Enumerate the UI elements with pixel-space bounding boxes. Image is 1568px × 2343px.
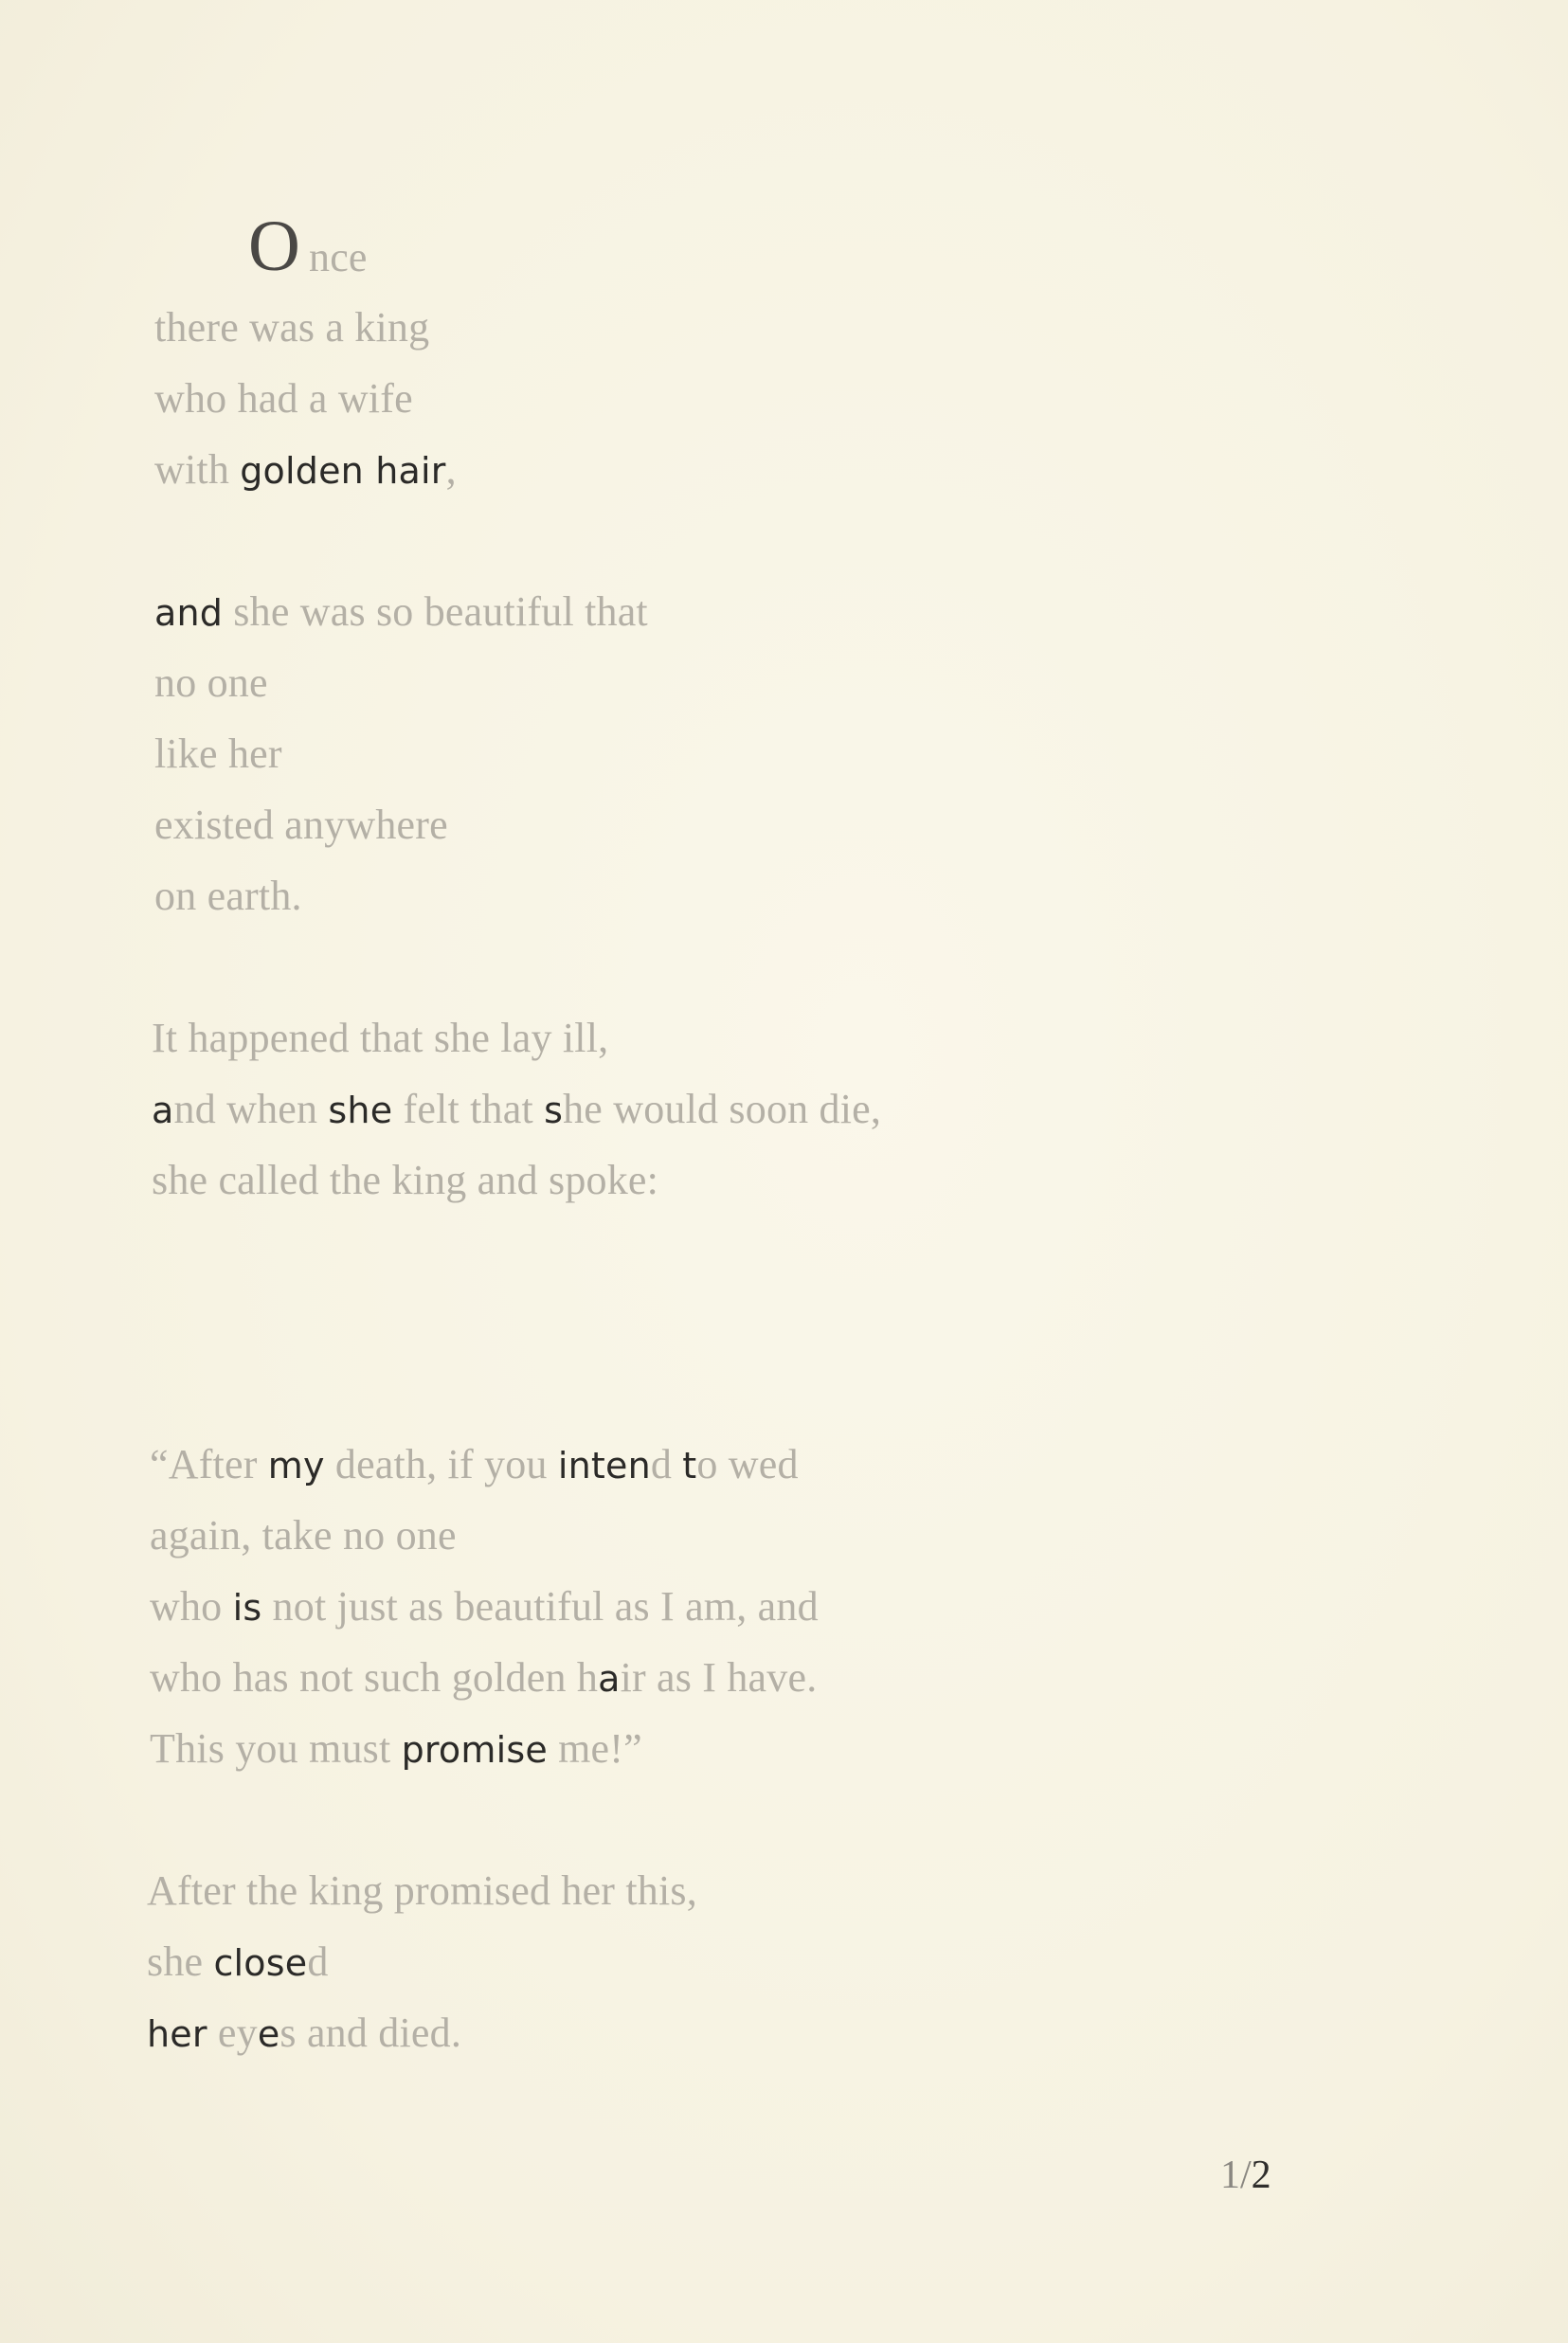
poem-line: no one <box>154 659 268 706</box>
faded-text: who <box>150 1583 233 1630</box>
poem-line: like her <box>154 730 282 777</box>
highlighted-text: promise <box>401 1729 548 1771</box>
highlighted-text: she <box>328 1090 393 1131</box>
faded-text: felt that <box>392 1086 545 1132</box>
highlighted-text: a <box>598 1658 621 1700</box>
poem-line <box>147 1938 329 1985</box>
poem-line: After the king promised her this, <box>147 1867 697 1914</box>
poem-line <box>150 1441 799 1487</box>
poem-line: again, take no one <box>150 1512 457 1559</box>
poem-line <box>309 234 368 280</box>
highlighted-text: my <box>267 1445 325 1487</box>
highlighted-text: close <box>213 1942 308 1984</box>
poem-line: on earth. <box>154 873 302 919</box>
drop-cap: O <box>248 207 300 286</box>
faded-text: she <box>147 1938 214 1985</box>
faded-text: , <box>445 446 457 493</box>
faded-text: death, if you <box>324 1441 558 1487</box>
faded-text: she was so beautiful that <box>223 588 648 635</box>
poem-line: existed anywhere <box>154 802 448 848</box>
faded-text: ey <box>207 2010 258 2056</box>
page-number-current: 1/ <box>1220 2154 1252 2197</box>
poem-line <box>147 2012 461 2054</box>
highlighted-text: inten <box>557 1445 651 1487</box>
highlighted-text: a <box>152 1090 174 1131</box>
poem-line <box>150 1583 819 1630</box>
faded-text: not just as beautiful as I am, and <box>261 1583 819 1630</box>
poem-line <box>150 1725 642 1772</box>
faded-text: he would soon die, <box>563 1086 882 1132</box>
faded-text: This you must <box>150 1725 402 1772</box>
poem-line <box>154 588 648 635</box>
faded-text: d <box>650 1441 683 1487</box>
page-number <box>1220 2155 1271 2195</box>
poem-line: who had a wife <box>154 375 413 422</box>
highlighted-text: e <box>257 2013 280 2055</box>
poem-line: It happened that she lay ill, <box>152 1015 609 1061</box>
highlighted-text: t <box>682 1445 697 1487</box>
highlighted-text: s <box>544 1090 564 1131</box>
page-number-total: 2 <box>1251 2154 1271 2197</box>
faded-text: s and died. <box>279 2010 462 2056</box>
poem-line: she called the king and spoke: <box>152 1157 659 1203</box>
faded-text: ir as I have. <box>620 1654 818 1701</box>
faded-text: with <box>154 446 241 493</box>
highlighted-text: is <box>232 1587 262 1629</box>
faded-text: “After <box>150 1441 268 1487</box>
highlighted-text: her <box>147 2013 207 2055</box>
poem-line: there was a king <box>154 304 430 351</box>
faded-text: d <box>307 1938 329 1985</box>
poem-line <box>150 1654 818 1701</box>
highlighted-text: and <box>154 592 224 634</box>
word-fragment: nce <box>309 234 368 280</box>
faded-text: o wed <box>696 1441 799 1487</box>
poem-line <box>152 1086 882 1132</box>
poem-line <box>154 446 457 493</box>
faded-text: who has not such golden h <box>150 1654 599 1701</box>
faded-text: nd when <box>173 1086 329 1132</box>
faded-text: me!” <box>547 1725 642 1772</box>
highlighted-text: golden hair <box>240 450 446 492</box>
